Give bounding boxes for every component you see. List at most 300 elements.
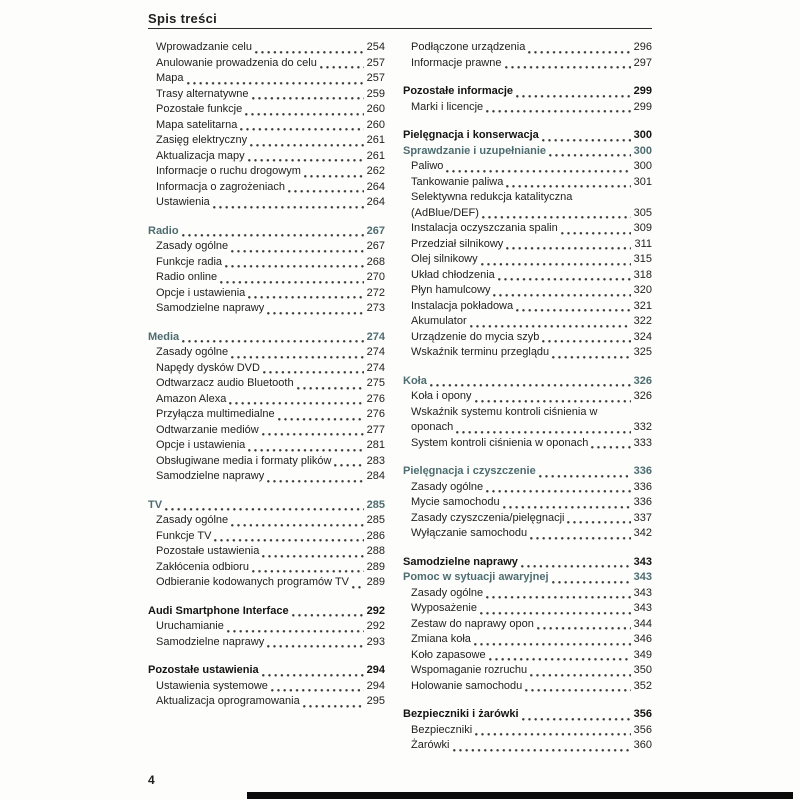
toc-block [403, 84, 652, 115]
toc-item-label: Samodzielne naprawy [403, 555, 518, 568]
toc-item-entry [148, 71, 385, 87]
toc-item-page: 260 [366, 118, 385, 131]
toc-item-page: 289 [366, 560, 385, 573]
toc-item-entry [148, 560, 385, 576]
dot-leader [506, 185, 630, 188]
dot-leader [262, 433, 364, 436]
toc-item-entry [403, 175, 652, 191]
toc-item-entry [403, 723, 652, 739]
dot-leader [591, 446, 630, 449]
toc-item-page: 346 [633, 633, 652, 645]
toc-item-label: Zestaw do naprawy opon [411, 617, 534, 630]
toc-item-entry [148, 376, 385, 392]
toc-item-label: Informacje o ruchu drogowym [156, 165, 301, 177]
toc-item-page: 294 [366, 664, 385, 676]
toc-item-page: 294 [366, 679, 385, 692]
toc-row [411, 663, 652, 679]
toc-item-page: 292 [366, 620, 385, 632]
toc-item-label: Pozostałe ustawienia [148, 664, 259, 676]
toc-item-entry [403, 511, 652, 527]
toc-item-label: Akumulator [411, 315, 467, 327]
toc-item-page: 352 [633, 679, 652, 692]
toc-item-label: Koła i opony [411, 390, 472, 402]
toc-row [156, 270, 385, 286]
toc-row [403, 707, 652, 723]
toc-item-label: Ustawienia [156, 196, 210, 208]
toc-row [156, 195, 385, 211]
toc-item-page: 284 [366, 470, 385, 482]
toc-row [411, 56, 652, 72]
toc-item-label: Mycie samochodu [411, 496, 500, 508]
toc-item-page: 257 [366, 72, 385, 84]
dot-leader [489, 658, 631, 661]
dot-leader [213, 206, 364, 209]
toc-item-page: 322 [633, 315, 652, 327]
toc-item-section [403, 570, 652, 586]
toc-item-page: 273 [366, 302, 385, 314]
toc-item-page: 275 [366, 377, 385, 389]
dot-leader [304, 175, 364, 178]
dot-leader [480, 612, 631, 615]
toc-item-page: 286 [366, 529, 385, 542]
toc-row [411, 648, 652, 664]
toc-item-label: Napędy dysków DVD [156, 361, 260, 374]
toc-item-page: 276 [366, 408, 385, 420]
toc-item-label: Pielęgnacja i czyszczenie [403, 465, 536, 477]
toc-item-chapter [403, 707, 652, 723]
toc-item-label: Pozostałe funkcje [156, 103, 243, 115]
toc-item-section [148, 330, 385, 346]
toc-item-entry [148, 438, 385, 454]
toc-item-label: Tankowanie paliwa [411, 175, 504, 188]
dot-leader [320, 66, 364, 69]
toc-row [156, 635, 385, 651]
toc-item-page: 343 [633, 571, 652, 583]
dot-leader [245, 113, 363, 116]
toc-row [403, 555, 652, 571]
dot-leader [530, 674, 630, 677]
dot-leader [278, 418, 364, 421]
dot-leader [352, 586, 364, 589]
dot-leader [525, 689, 630, 692]
toc-block [403, 464, 652, 542]
toc-block [148, 330, 385, 485]
toc-item-page: 254 [366, 41, 385, 53]
dot-leader [214, 539, 363, 542]
dot-leader [248, 449, 363, 452]
toc-item-entry [403, 268, 652, 284]
dot-leader [187, 82, 364, 85]
toc-row [411, 175, 652, 191]
toc-item-section [403, 374, 652, 390]
toc-row [411, 389, 652, 405]
toc-row [411, 480, 652, 496]
toc-column-right [403, 40, 652, 767]
toc-row [403, 144, 652, 160]
toc-item-page: 272 [366, 286, 385, 299]
toc-item-label: Pomoc w sytuacji awaryjnej [403, 571, 549, 583]
toc-item-label: Aktualizacja oprogramowania [156, 695, 300, 707]
toc-item-label: TV [148, 498, 163, 511]
toc-item-label: System kontroli ciśnienia w oponach [411, 436, 589, 449]
toc-row [156, 694, 385, 710]
toc-row [156, 56, 385, 72]
toc-item-label: Sprawdzanie i uzupełnianie [403, 144, 547, 157]
toc-item-page: 297 [633, 56, 652, 69]
toc-item-page: 300 [633, 129, 652, 141]
toc-item-entry [148, 118, 385, 134]
dot-leader [271, 689, 364, 692]
toc-item-page: 296 [633, 41, 652, 53]
toc-item-label: Wyposażenie [411, 602, 477, 614]
toc-item-entry [148, 56, 385, 72]
toc-item-entry [403, 100, 652, 116]
toc-item-page: 356 [633, 723, 652, 736]
dot-leader [486, 490, 630, 493]
dot-leader [539, 475, 631, 478]
toc-item-entry [148, 180, 385, 196]
toc-item-page: 336 [633, 480, 652, 493]
toc-item-page: 283 [366, 454, 385, 467]
toc-item-page: 309 [633, 222, 652, 234]
toc-item-label: Zasady czyszczenia/pielęgnacji [411, 511, 565, 524]
dot-leader [262, 674, 364, 677]
toc-row [148, 330, 385, 346]
toc-row [411, 345, 652, 361]
toc-row [156, 392, 385, 408]
toc-item-entry [403, 40, 652, 56]
toc-item-label: oponach [411, 421, 454, 433]
toc-item-page: 268 [366, 255, 385, 268]
toc-item-label: Mapa satelitarna [156, 118, 238, 131]
toc-item-page: 332 [633, 421, 652, 433]
dot-leader [250, 144, 364, 147]
toc-item-label: Przedział silnikowy [411, 237, 504, 250]
toc-item-entry [403, 190, 652, 221]
dot-leader [255, 51, 364, 54]
toc-row [156, 679, 385, 695]
toc-row [403, 464, 652, 480]
toc-item-entry [403, 389, 652, 405]
toc-item-page: 360 [633, 739, 652, 751]
toc-item-page: 295 [366, 695, 385, 707]
toc-row [156, 149, 385, 165]
dot-leader [567, 521, 630, 524]
dot-leader [470, 325, 631, 328]
toc-item-entry [403, 586, 652, 602]
dot-leader [267, 480, 363, 483]
toc-item-page: 270 [366, 271, 385, 283]
dot-leader [549, 154, 631, 157]
toc-item-page: 344 [633, 617, 652, 630]
toc-row [148, 498, 385, 514]
toc-item-entry [148, 513, 385, 529]
dot-leader [231, 524, 363, 527]
dot-leader [297, 387, 364, 390]
toc-item-label: Trasy alternatywne [156, 87, 249, 100]
dot-leader [453, 749, 631, 752]
toc-row [156, 255, 385, 271]
dot-leader [229, 402, 363, 405]
toc-item-entry [403, 495, 652, 511]
dot-leader [521, 565, 631, 568]
toc-item-label: Układ chłodzenia [411, 268, 495, 281]
toc-item-label: (AdBlue/DEF) [411, 206, 479, 219]
toc-row [156, 40, 385, 56]
toc-item-entry [148, 239, 385, 255]
toc-item-entry [403, 299, 652, 315]
dot-leader [288, 190, 364, 193]
toc-item-entry [148, 102, 385, 118]
toc-item-page: 333 [633, 436, 652, 449]
toc-item-section [148, 498, 385, 514]
toc-item-label: Obsługiwane media i formaty plików [156, 454, 332, 467]
dot-leader [505, 66, 631, 69]
toc-item-section [403, 464, 652, 480]
toc-item-page: 311 [634, 237, 652, 250]
toc-item-entry [148, 392, 385, 408]
toc-item-entry [403, 601, 652, 617]
toc-item-label: Radio [148, 224, 179, 237]
toc-row [403, 84, 652, 100]
toc-item-page: 289 [366, 576, 385, 588]
toc-row [403, 128, 652, 144]
toc-item-page: 315 [633, 253, 652, 265]
toc-item-label: Odbieranie kodowanych programów TV [156, 576, 350, 588]
toc-item-page: 274 [366, 346, 385, 358]
dot-leader [475, 733, 631, 736]
toc-item-entry [403, 252, 652, 268]
toc-item-chapter [403, 128, 652, 144]
dot-leader [182, 234, 364, 237]
toc-item-label: Media [148, 330, 180, 343]
toc-row [411, 100, 652, 116]
toc-content [148, 40, 652, 767]
toc-row [403, 570, 652, 586]
toc-item-page: 325 [633, 346, 652, 358]
toc-row [156, 164, 385, 180]
toc-row [156, 301, 385, 317]
toc-row [411, 237, 652, 253]
toc-item-page: 260 [366, 103, 385, 115]
toc-row [156, 529, 385, 545]
toc-item-page: 321 [633, 299, 652, 312]
dot-leader [292, 614, 364, 617]
toc-item-entry [148, 270, 385, 286]
toc-item-label: Odtwarzanie mediów [156, 423, 259, 436]
toc-item-page: 277 [366, 423, 385, 436]
toc-item-section [403, 144, 652, 160]
toc-row [411, 738, 652, 754]
toc-item-entry [403, 56, 652, 72]
toc-item-page: 300 [633, 160, 652, 172]
toc-row [411, 679, 652, 695]
toc-item-entry [148, 87, 385, 103]
toc-item-page: 259 [366, 87, 385, 100]
dot-leader [303, 705, 364, 708]
toc-item-entry [403, 283, 652, 299]
toc-block [148, 663, 385, 710]
dot-leader [561, 232, 631, 235]
toc-item-page: 336 [633, 465, 652, 477]
toc-item-label: Odtwarzacz audio Bluetooth [156, 377, 294, 389]
toc-row [156, 619, 385, 635]
dot-leader [516, 95, 631, 98]
toc-item-entry [148, 619, 385, 635]
toc-row [156, 469, 385, 485]
dot-leader [481, 263, 631, 266]
toc-item-label: Zasady ogólne [156, 240, 229, 252]
toc-row [411, 495, 652, 511]
toc-item-entry [148, 635, 385, 651]
header-rule [148, 28, 652, 29]
dot-leader [267, 312, 363, 315]
toc-row [411, 40, 652, 56]
toc-item-label: Przyłącza multimedialne [156, 408, 275, 420]
toc-item-page: 288 [366, 545, 385, 557]
toc-item-label: Instalacja pokładowa [411, 299, 514, 312]
toc-item-entry [148, 575, 385, 591]
toc-item-label: Paliwo [411, 160, 444, 172]
dot-leader [537, 627, 631, 630]
dot-leader [446, 170, 630, 173]
toc-item-page: 350 [633, 664, 652, 676]
toc-item-label: Urządzenie do mycia szyb [411, 330, 540, 343]
toc-item-page: 257 [366, 56, 385, 69]
toc-row [148, 604, 385, 620]
toc-item-page: 292 [366, 604, 385, 617]
dot-leader [474, 643, 631, 646]
toc-item-chapter [403, 555, 652, 571]
toc-item-page: 318 [633, 268, 652, 281]
toc-item-page: 356 [633, 708, 652, 720]
toc-row [411, 268, 652, 284]
toc-item-label: Ustawienia systemowe [156, 679, 268, 692]
toc-row [148, 224, 385, 240]
toc-row [411, 299, 652, 315]
toc-row [156, 345, 385, 361]
dot-leader [165, 508, 364, 511]
toc-item-entry [148, 301, 385, 317]
toc-item-entry [403, 221, 652, 237]
toc-item-label: Pozostałe ustawienia [156, 545, 260, 557]
toc-item-entry [148, 164, 385, 180]
toc-item-entry [403, 617, 652, 633]
toc-item-label: Płyn hamulcowy [411, 284, 491, 296]
toc-row [156, 575, 385, 591]
dot-leader [252, 570, 364, 573]
toc-item-page: 293 [366, 635, 385, 648]
toc-item-label: Wprowadzanie celu [156, 41, 252, 53]
toc-item-page: 299 [633, 100, 652, 113]
toc-item-label: Holowanie samochodu [411, 679, 523, 692]
toc-row [411, 436, 652, 452]
dot-leader [430, 384, 631, 387]
toc-item-label: Samodzielne naprawy [156, 635, 265, 648]
toc-item-entry [148, 454, 385, 470]
toc-row [156, 454, 385, 470]
toc-block [148, 498, 385, 591]
toc-block [148, 40, 385, 211]
toc-item-page: 274 [366, 361, 385, 374]
toc-item-entry [148, 423, 385, 439]
toc-item-entry [148, 40, 385, 56]
toc-item-label: Opcje i ustawienia [156, 439, 246, 451]
toc-row [411, 723, 652, 739]
toc-item-entry [403, 632, 652, 648]
dot-leader [486, 110, 631, 113]
dot-leader [240, 128, 363, 131]
dot-leader [530, 537, 631, 540]
toc-item-label: Marki i licencje [411, 100, 484, 113]
toc-item-label: Zasady ogólne [411, 480, 484, 493]
toc-row [411, 511, 652, 527]
toc-item-page: 285 [366, 498, 385, 511]
toc-column-left [148, 40, 385, 767]
toc-row [411, 314, 652, 330]
toc-item-label: Samodzielne naprawy [156, 470, 265, 482]
toc-row [411, 330, 652, 346]
toc-item-label: Koła [403, 374, 427, 387]
toc-item-label: Radio online [156, 271, 218, 283]
toc-item-label: Bezpieczniki [411, 723, 473, 736]
dot-leader [248, 296, 363, 299]
toc-item-entry [403, 436, 652, 452]
toc-item-entry [403, 237, 652, 253]
dot-leader [267, 645, 363, 648]
dot-leader [475, 400, 631, 403]
toc-item-entry [403, 526, 652, 542]
toc-item-entry [403, 738, 652, 754]
toc-item-page: 261 [366, 134, 385, 146]
toc-item-entry [148, 529, 385, 545]
toc-row [156, 286, 385, 302]
dot-leader [252, 97, 364, 100]
dot-leader [231, 250, 363, 253]
toc-item-label: Aktualizacja mapy [156, 149, 245, 162]
toc-row [411, 283, 652, 299]
toc-item-entry [148, 544, 385, 560]
toc-row [411, 632, 652, 648]
toc-item-entry [148, 361, 385, 377]
toc-item-page: 320 [633, 284, 652, 296]
toc-block [148, 224, 385, 317]
toc-item-page: 300 [633, 144, 652, 157]
toc-item-chapter [403, 84, 652, 100]
toc-row [156, 513, 385, 529]
dot-leader [528, 51, 630, 54]
dot-leader [231, 356, 363, 359]
dot-leader [552, 356, 630, 359]
dot-leader [493, 294, 630, 297]
toc-item-label: Zasady ogólne [156, 514, 229, 526]
dot-leader [456, 431, 630, 434]
toc-row [156, 560, 385, 576]
toc-row [411, 221, 652, 237]
toc-row [411, 526, 652, 542]
toc-item-page: 305 [633, 206, 652, 219]
toc-item-label: Bezpieczniki i żarówki [403, 708, 519, 720]
toc-item-label: Informacja o zagrożeniach [156, 180, 286, 193]
toc-item-label: Uruchamianie [156, 620, 224, 632]
toc-item-entry [148, 469, 385, 485]
toc-item-label: Koło zapasowe [411, 648, 486, 661]
toc-row [156, 180, 385, 196]
toc-item-page: 301 [633, 175, 652, 188]
toc-item-entry [403, 480, 652, 496]
dot-leader [498, 278, 631, 281]
toc-item-page: 336 [633, 496, 652, 508]
